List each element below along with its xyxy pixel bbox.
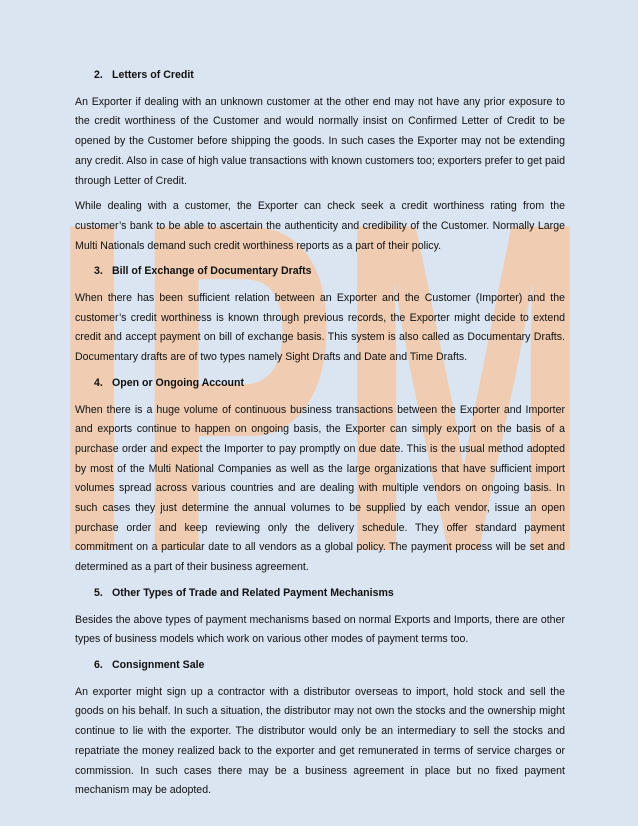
- section-heading: [75, 656, 565, 676]
- section: [75, 374, 565, 578]
- section-number: 3.: [94, 265, 103, 278]
- body-paragraph: When there is a huge volume of continuous business transactions between the Exporter and Importer and exports continue to happen on ongoing basis, the Exporter can simply export on the basis of a purchase order and expect the Importer to pay promptly on due date. This is the usual method adopted by most of the Multi National Companies as well as the large organizations that have sufficient import volumes spread across various countries and are dealing with multiple vendors on ongoing basis. In such cases they just determine the annual volumes to be supplied by each vendor, issue an open purchase order and keep reviewing only the delivery schedule. They offer standard payment commitment on a particular date to all vendors as a global policy. The payment process will be set and determined as a part of their business agreement.: [75, 403, 565, 574]
- section-heading: [75, 374, 565, 394]
- section-number: 2.: [94, 69, 103, 81]
- document-page: [75, 66, 565, 807]
- section-number: 4.: [94, 376, 103, 389]
- section: [75, 262, 565, 368]
- section-heading: [75, 262, 565, 282]
- body-paragraph: When there has been sufficient relation between an Exporter and the Customer (Importer) and the customer’s credit worthiness is known through previous records, the Exporter might decide to extend credit and accept payment on bill of exchange basis. This system is also called as Documentary Drafts. Documentary drafts are of two types namely Sight Drafts and Date and Time Drafts.: [75, 292, 565, 364]
- section-title: Consignment Sale: [112, 658, 205, 671]
- body-paragraph: An exporter might sign up a contractor with a distributor overseas to import, hold stock and sell the goods on his behalf. In such a situation, the distributor may not own the stocks and the ownership might continue to lie with the exporter. The distributor would only be an intermediary to sell the stocks and repatriate the money realized back to the exporter and get remunerated in terms of service charges or commission. In such cases there may be a business agreement in place but no fixed payment mechanism may be adopted.: [75, 685, 565, 797]
- section: [75, 584, 565, 650]
- section-title: Letters of Credit: [112, 69, 194, 81]
- section-title: Other Types of Trade and Related Payment Mechanisms: [112, 586, 394, 599]
- section-number: 6.: [94, 658, 103, 671]
- body-paragraph: An Exporter if dealing with an unknown customer at the other end may not have any prior exposure to the credit worthiness of the Customer and would normally insist on Confirmed Letter of Credit to be opened by the Customer before shipping the goods. In such cases the Exporter may not be extending any credit. Also in case of high value transactions with known customers too; exporters prefer to get paid through Letter of Credit.: [75, 95, 565, 187]
- body-paragraph: While dealing with a customer, the Exporter can check seek a credit worthiness rating from the customer’s bank to be able to ascertain the authenticity and credibility of the Customer. Normally Large Multi Nationals demand such credit worthiness reports as a part of their policy.: [75, 200, 565, 252]
- section-number: 5.: [94, 586, 103, 599]
- section-heading: [75, 66, 565, 86]
- section-title: Open or Ongoing Account: [112, 376, 245, 389]
- section: [75, 656, 565, 801]
- section-heading: [75, 584, 565, 604]
- svg-text:IPM: IPM: [50, 180, 590, 560]
- section: [75, 66, 565, 256]
- section-title: Bill of Exchange of Documentary Drafts: [112, 265, 312, 278]
- body-paragraph: Besides the above types of payment mechanisms based on normal Exports and Imports, there are other types of business models which work on various other modes of payment terms too.: [75, 613, 565, 646]
